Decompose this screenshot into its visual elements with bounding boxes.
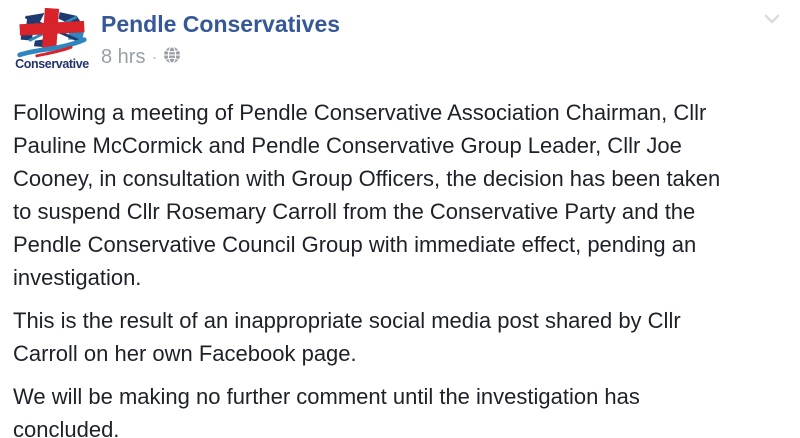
post-meta — [101, 44, 340, 70]
post-text-line: We will be making no further comment until the investigation has — [13, 384, 640, 409]
post-text-line: This is the result of an inappropriate social media post shared by Cllr — [13, 308, 681, 333]
conservative-logo-icon — [13, 8, 91, 58]
post-header — [0, 0, 800, 74]
page-name-link[interactable]: Pendle Conservatives — [101, 11, 341, 37]
post-text-line: investigation. — [13, 265, 142, 290]
timestamp-link[interactable]: 8 hrs — [101, 45, 146, 68]
post-paragraph — [13, 96, 780, 294]
post-text-line: Following a meeting of Pendle Conservative Association Chairman, Cllr — [13, 100, 707, 125]
post-text-line: concluded. — [13, 417, 120, 438]
post-text-line: Carroll on her own Facebook page. — [13, 341, 357, 366]
privacy-globe-icon — [163, 46, 181, 70]
post-text-line: Cooney, in consultation with Group Officers, the decision has been taken — [13, 166, 721, 191]
header-text — [101, 8, 340, 70]
post-body — [0, 74, 800, 438]
meta-separator: · — [151, 46, 158, 67]
post-paragraph — [13, 304, 780, 370]
avatar-logo-label: Conservative — [15, 57, 89, 71]
post-text-line: Pendle Conservative Council Group with immediate effect, pending an — [13, 232, 697, 257]
post-text-line: Pauline McCormick and Pendle Conservative Group Leader, Cllr Joe — [13, 133, 682, 158]
post-text-line: to suspend Cllr Rosemary Carroll from the Conservative Party and the — [13, 199, 696, 224]
page-avatar[interactable] — [13, 8, 91, 74]
post-paragraph — [13, 380, 780, 438]
post-options-chevron-icon[interactable] — [762, 12, 782, 26]
